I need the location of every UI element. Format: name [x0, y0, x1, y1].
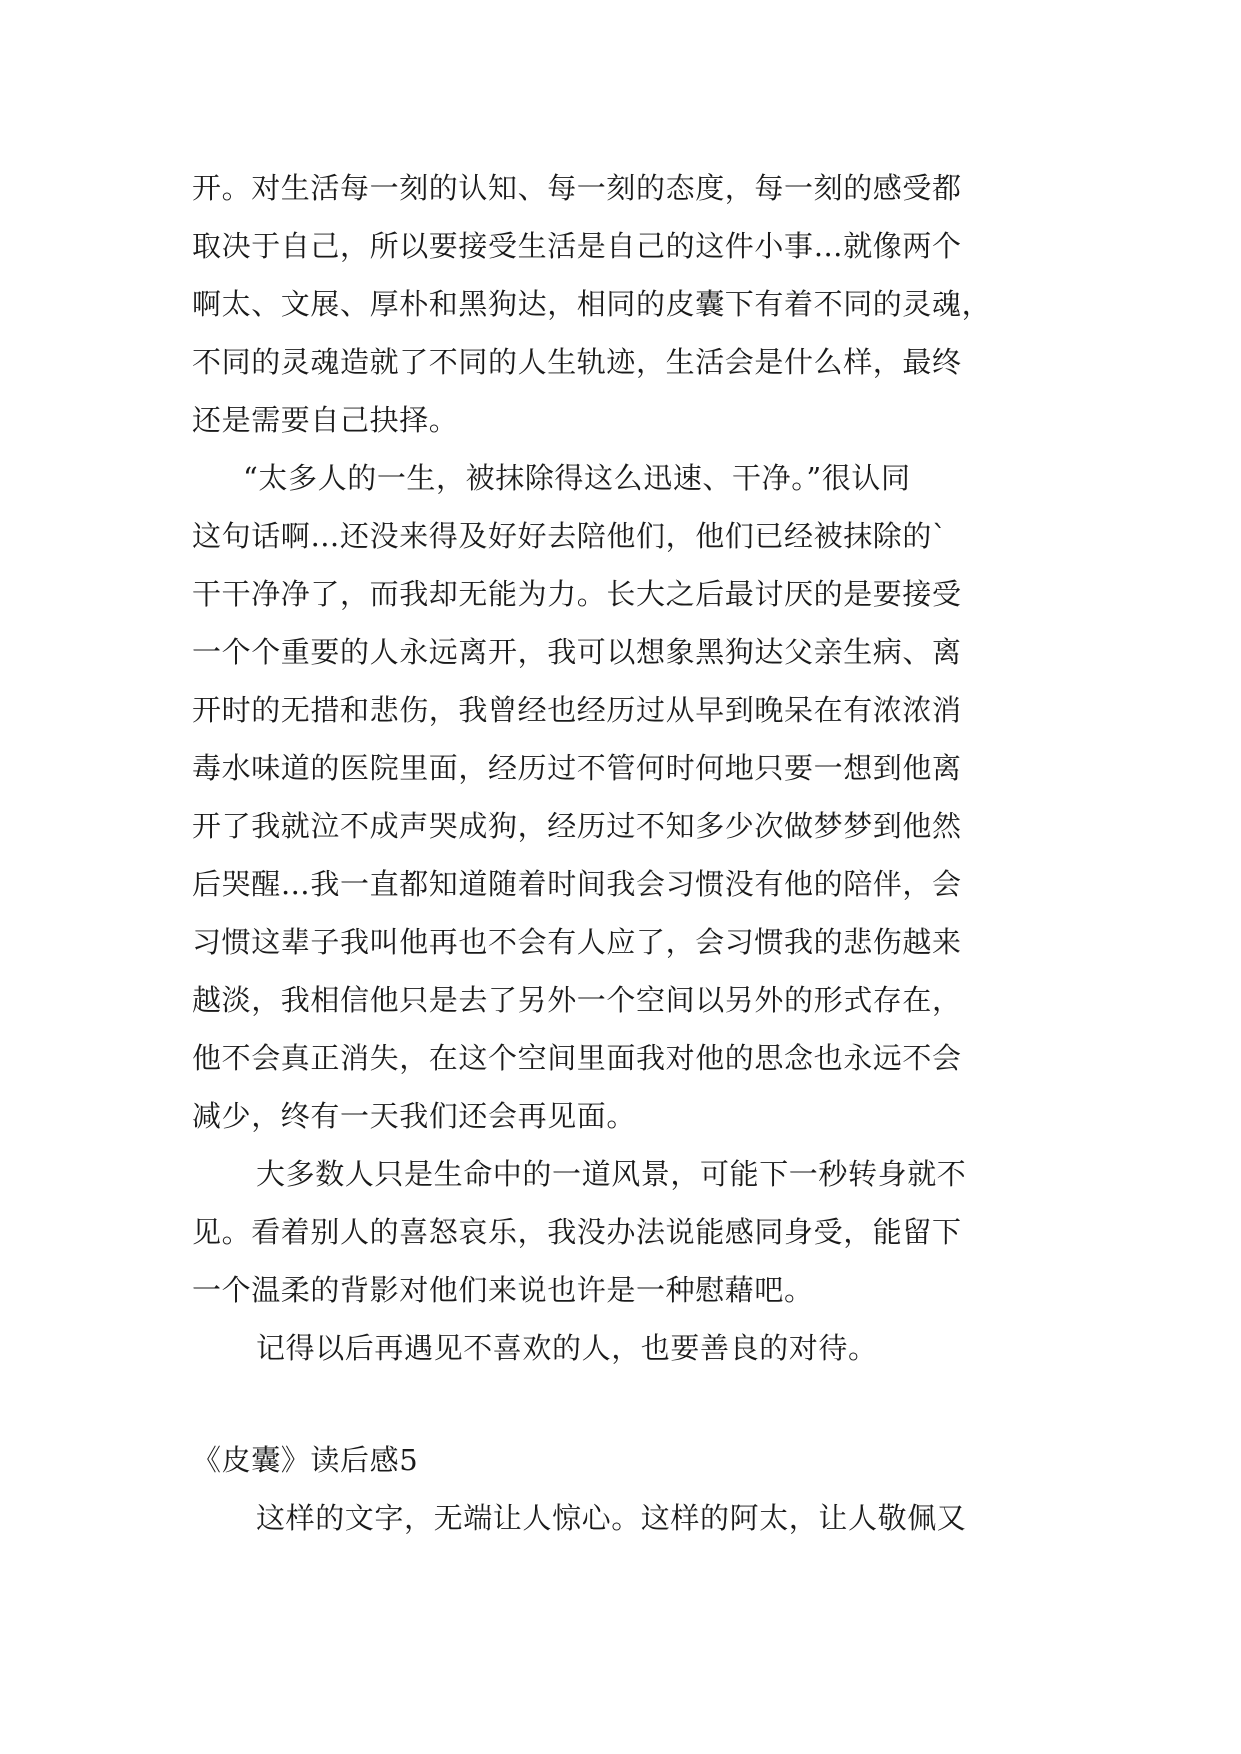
paragraph-line: 开了我就泣不成声哭成狗，经历过不知多少次做梦梦到他然 — [192, 809, 962, 843]
paragraph-line: 习惯这辈子我叫他再也不会有人应了，会习惯我的悲伤越来 — [192, 925, 962, 959]
paragraph-line: 毒水味道的医院里面，经历过不管何时何地只要一想到他离 — [192, 751, 962, 785]
paragraph-line: 开。对生活每一刻的认知、每一刻的态度，每一刻的感受都 — [192, 171, 962, 205]
paragraph-line: 一个个重要的人永远离开，我可以想象黑狗达父亲生病、离 — [192, 635, 962, 669]
paragraph-line: 见。看着别人的喜怒哀乐，我没办法说能感同身受，能留下 — [192, 1215, 962, 1249]
paragraph-line: 不同的灵魂造就了不同的人生轨迹，生活会是什么样，最终 — [192, 345, 962, 379]
paragraph-line: 啊太、文展、厚朴和黑狗达，相同的皮囊下有着不同的灵魂， — [192, 287, 992, 321]
paragraph-line: 后哭醒…我一直都知道随着时间我会习惯没有他的陪伴，会 — [192, 867, 962, 901]
paragraph-line: 这句话啊…还没来得及好好去陪他们，他们已经被抹除的` — [192, 519, 948, 553]
paragraph-line: 取决于自己，所以要接受生活是自己的这件小事…就像两个 — [192, 229, 962, 263]
paragraph-line: 一个温柔的背影对他们来说也许是一种慰藉吧。 — [192, 1273, 814, 1307]
paragraph-line: 记得以后再遇见不喜欢的人，也要善良的对待。 — [256, 1331, 878, 1365]
paragraph-line: “太多人的一生，被抹除得这么迅速、干净。”很认同 — [243, 461, 911, 495]
paragraph-line: 这样的文字，无端让人惊心。这样的阿太，让人敬佩又 — [256, 1501, 967, 1535]
paragraph-line: 干干净净了，而我却无能为力。长大之后最讨厌的是要接受 — [192, 577, 962, 611]
paragraph-line: 大多数人只是生命中的一道风景，可能下一秒转身就不 — [256, 1157, 967, 1191]
paragraph-line: 还是需要自己抉择。 — [192, 403, 459, 437]
section-heading: 《皮囊》读后感5 — [192, 1443, 419, 1477]
paragraph-line: 他不会真正消失，在这个空间里面我对他的思念也永远不会 — [192, 1041, 962, 1075]
paragraph-line: 越淡，我相信他只是去了另外一个空间以另外的形式存在， — [192, 983, 962, 1017]
paragraph-line: 开时的无措和悲伤，我曾经也经历过从早到晚呆在有浓浓消 — [192, 693, 962, 727]
paragraph-line: 减少，终有一天我们还会再见面。 — [192, 1099, 637, 1133]
